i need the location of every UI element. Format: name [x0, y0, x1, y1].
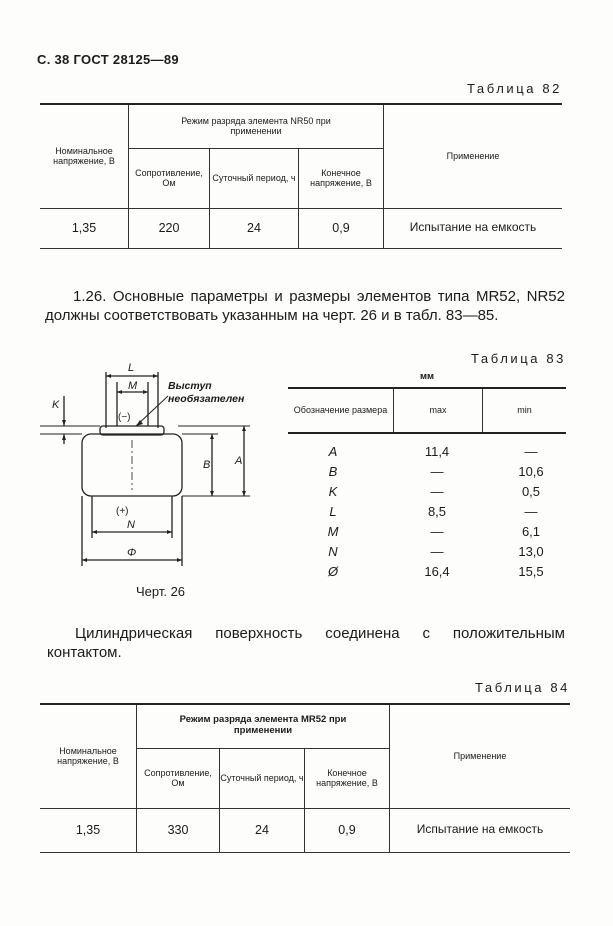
t82-cell-final: 0,9 [299, 208, 384, 248]
label-K: K [52, 399, 60, 411]
t84-col-period: Суточный период, ч [220, 748, 305, 808]
paragraph-cylindrical: Цилиндрическая поверхность соединена с положительным контактом. [47, 625, 565, 661]
t82-group-header: Режим разряда элемента NR50 при применении [129, 104, 384, 148]
t83-min: 13,0 [518, 544, 544, 559]
table-row [288, 544, 566, 564]
table-row [288, 564, 566, 584]
label-phi: Φ [127, 547, 137, 559]
table-row [40, 208, 562, 248]
t83-min: 6,1 [521, 524, 541, 539]
t83-min: — [524, 444, 538, 459]
table-row [40, 808, 570, 852]
t84-col-usage: Применение [390, 704, 571, 808]
table-84-caption: Таблица 84 [474, 680, 570, 695]
table-row [288, 504, 566, 524]
t83-max: — [430, 524, 444, 539]
t83-name: A [328, 444, 338, 459]
t83-max: — [430, 484, 444, 499]
t83-max: 8,5 [427, 504, 447, 519]
table-83 [288, 387, 566, 434]
t83-name: K [328, 484, 338, 499]
t84-cell-nominal: 1,35 [40, 808, 137, 852]
t83-name: Ø [327, 564, 339, 579]
t83-name: B [328, 464, 338, 479]
table-83-body [288, 444, 566, 584]
page-header: С. 38 ГОСТ 28125—89 [37, 52, 179, 67]
t82-col-resistance: Сопротивление, Ом [129, 148, 210, 208]
t84-cell-period: 24 [220, 808, 305, 852]
label-M: M [128, 380, 138, 392]
figure-26-drawing [40, 360, 280, 580]
t83-max: 16,4 [424, 564, 450, 579]
t82-col-usage: Применение [384, 104, 563, 208]
t83-min: 10,6 [518, 464, 544, 479]
t82-cell-nominal: 1,35 [40, 208, 129, 248]
paragraph-1-26: 1.26. Основные параметры и размеры элементов типа MR52, NR52 должны соответствовать указанным на черт. 26 и в табл. 83—85. [45, 288, 565, 324]
note-optional: необязателен [168, 393, 245, 405]
t82-cell-usage: Испытание на емкость [384, 208, 563, 248]
t82-col-nominal: Номинальное напряжение, В [40, 104, 129, 208]
figure-26-caption: Черт. 26 [136, 584, 186, 599]
t83-max: 11,4 [424, 444, 450, 459]
t82-cell-resistance: 220 [129, 208, 210, 248]
table-row [288, 444, 566, 464]
label-positive: (+) [116, 506, 129, 517]
t83-col-designation: Обозначение размера [288, 388, 394, 433]
label-L: L [128, 362, 135, 374]
table-row [288, 484, 566, 504]
t83-min: 0,5 [521, 484, 541, 499]
t82-col-final: Конечное напряжение, В [299, 148, 384, 208]
table-row [288, 524, 566, 544]
t83-name: L [329, 504, 337, 519]
label-A: A [235, 455, 243, 467]
t83-max: — [430, 544, 444, 559]
t84-cell-final: 0,9 [305, 808, 390, 852]
t83-name: N [328, 544, 338, 559]
table-82 [40, 103, 562, 249]
label-negative: (−) [118, 412, 131, 423]
t84-group-header: Режим разряда элемента MR52 при применении [137, 704, 390, 748]
table-84 [40, 703, 570, 853]
table-row [288, 464, 566, 484]
t84-cell-usage: Испытание на емкость [390, 808, 571, 852]
label-B: B [203, 459, 211, 471]
t82-col-period: Суточный период, ч [210, 148, 299, 208]
t83-max: — [430, 464, 444, 479]
table-83-unit: мм [419, 371, 435, 382]
label-N: N [127, 519, 135, 531]
t84-col-nominal: Номинальное напряжение, В [40, 704, 137, 808]
t82-cell-period: 24 [210, 208, 299, 248]
t84-col-resistance: Сопротивление, Ом [137, 748, 220, 808]
t83-min: — [524, 504, 538, 519]
t83-min: 15,5 [518, 564, 544, 579]
t84-cell-resistance: 330 [137, 808, 220, 852]
t83-name: M [327, 524, 339, 539]
table-83-caption: Таблица 83 [470, 351, 566, 366]
note-protrusion: Выступ [168, 380, 212, 392]
t84-col-final: Конечное напряжение, В [305, 748, 390, 808]
t83-col-min: min [483, 388, 567, 433]
table-82-caption: Таблица 82 [466, 81, 562, 96]
t83-col-max: max [394, 388, 483, 433]
